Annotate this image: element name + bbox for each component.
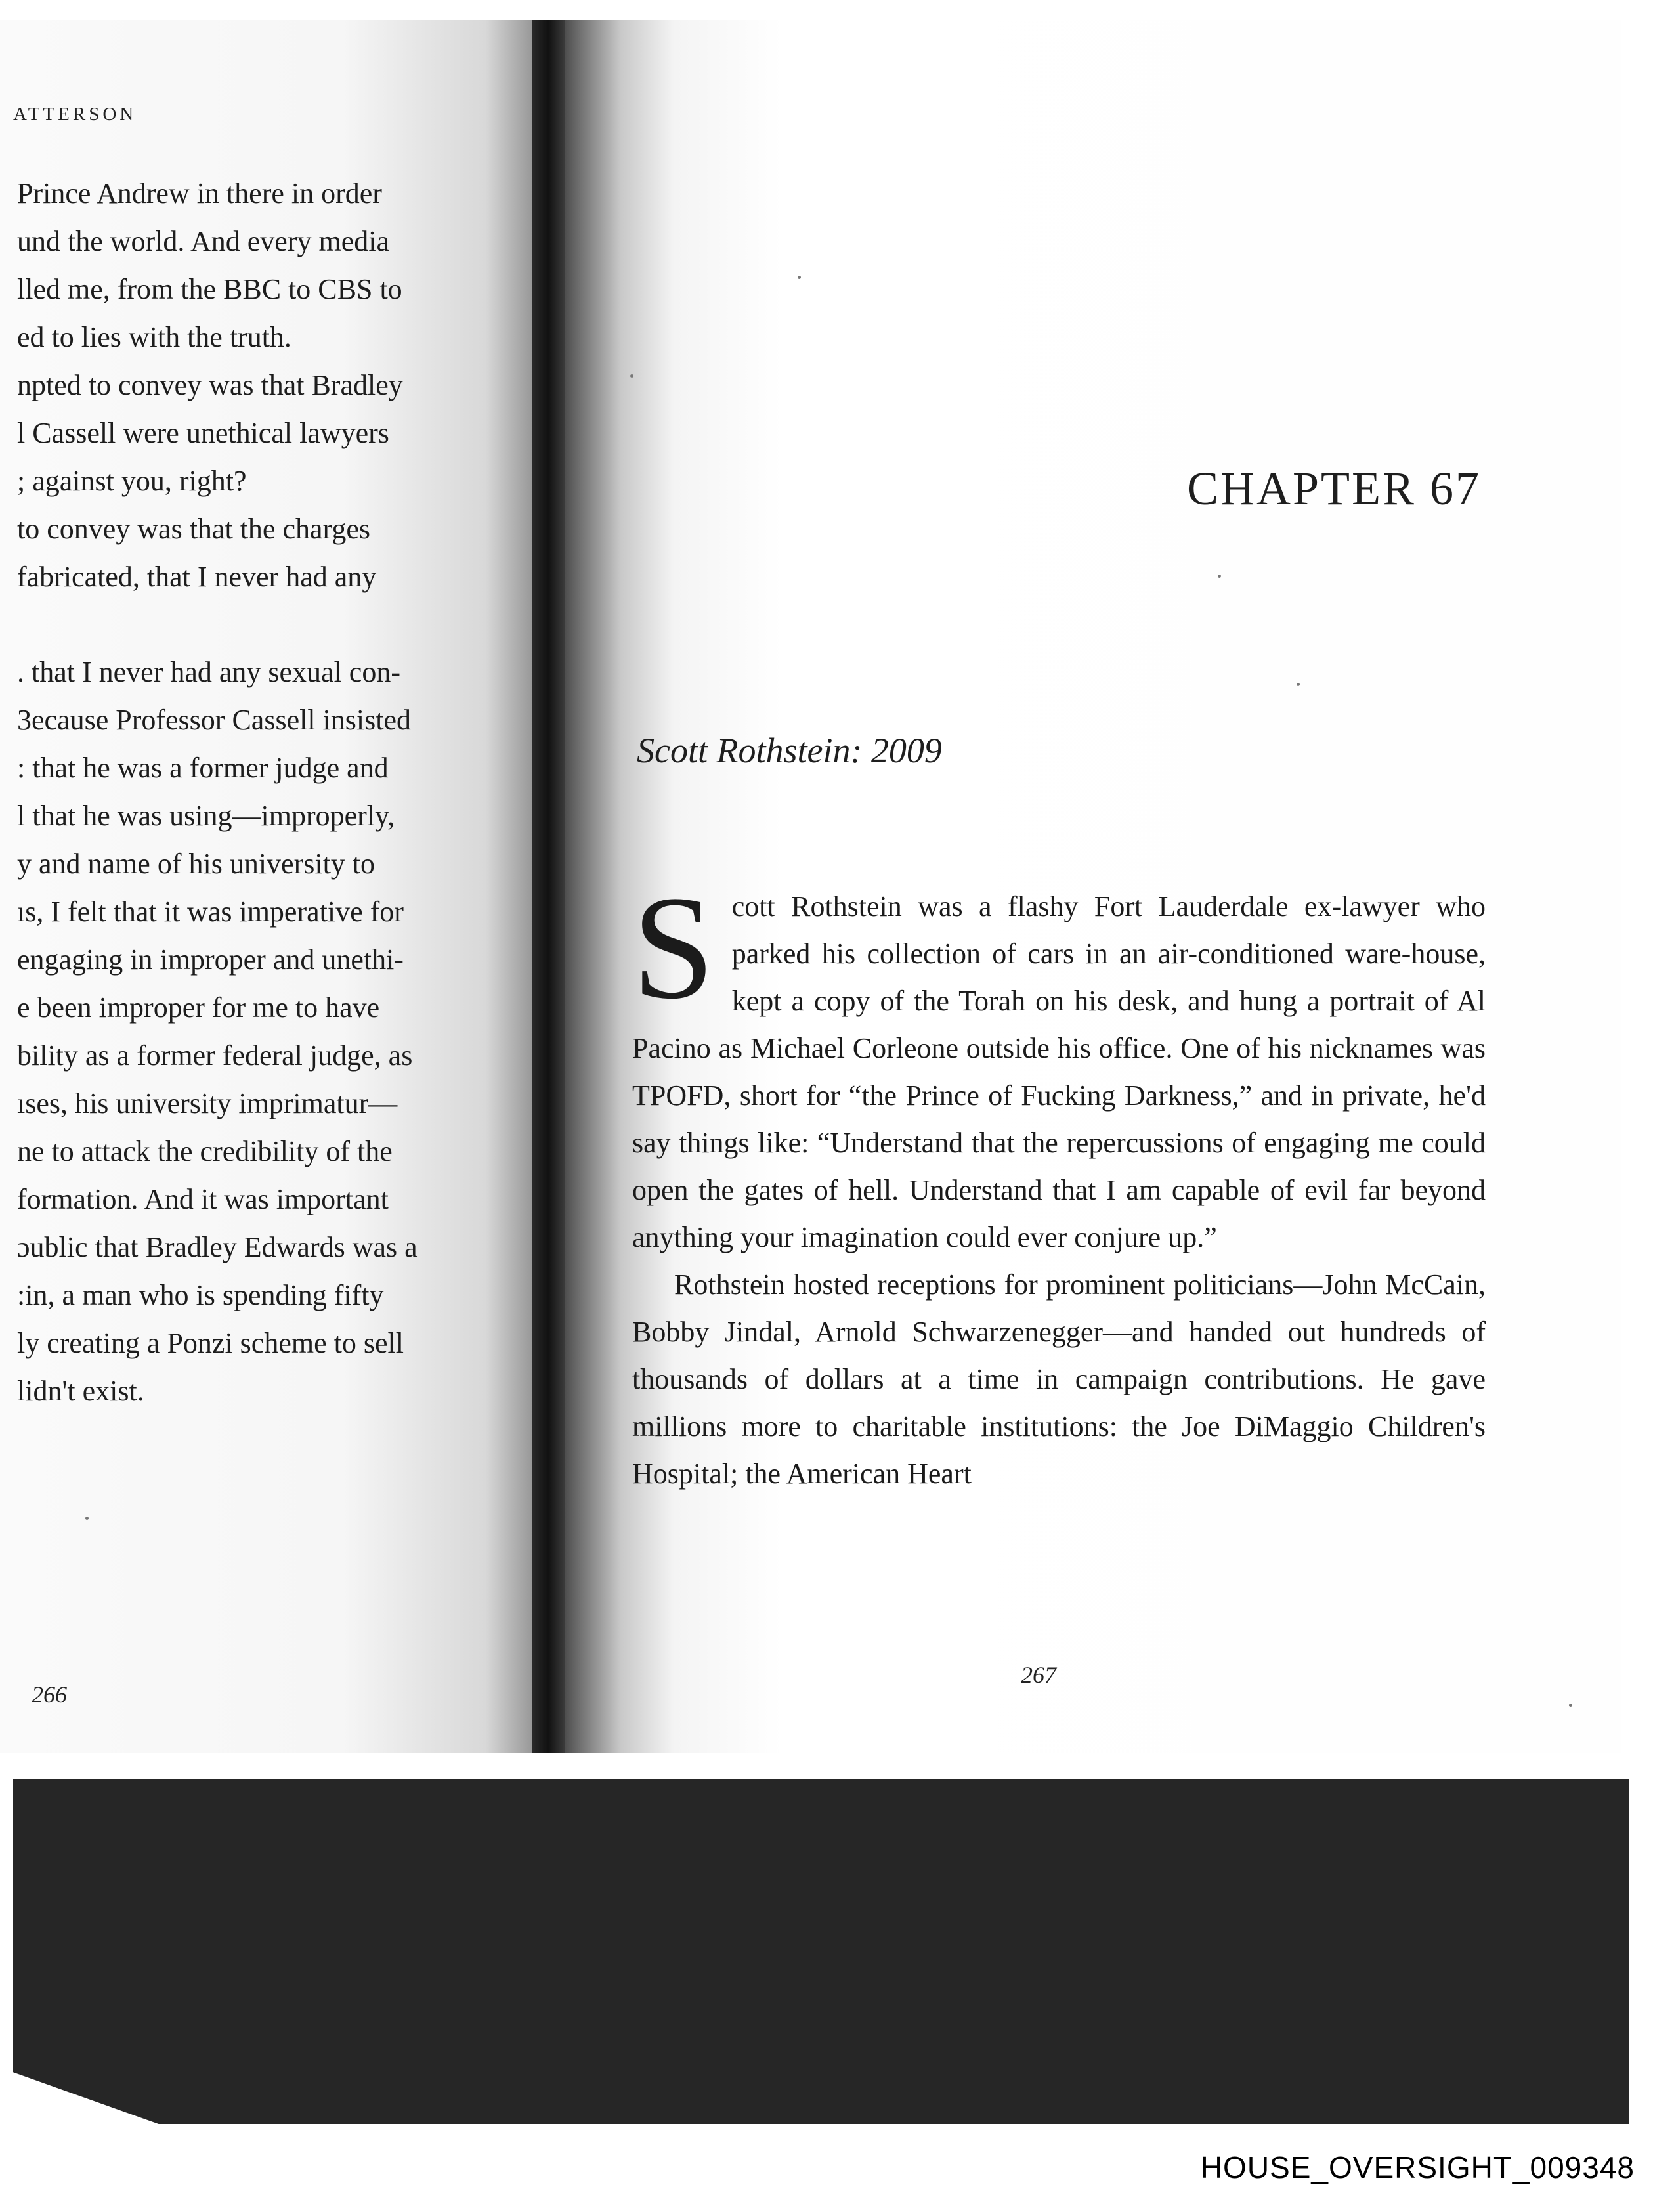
text-line: lled me, from the BBC to CBS to xyxy=(17,273,402,305)
text-line: engaging in improper and unethi- xyxy=(17,943,404,976)
text-line: und the world. And every media xyxy=(17,225,389,257)
text-line: :in, a man who is spending fifty xyxy=(17,1279,384,1311)
paragraph-text: cott Rothstein was a flashy Fort Lauderdale ex-lawyer who parked his collection of cars in an air-conditioned ware-house, kept a copy of the Torah on his desk, and hung a portrait of Al Pacino as Michael Corleone outside his office. One of his nicknames was TPOFD, short for “the Prince of Fucking Darkness,” and in private, he'd say things like: “Understand that the repercussions of engaging me could open the gates of hell. Understand that I am capable of evil far beyond anything your imagination could ever conjure up.” xyxy=(632,890,1486,1253)
text-line: e been improper for me to have xyxy=(17,991,380,1024)
chapter-body xyxy=(632,865,1486,1498)
left-page xyxy=(0,20,571,1753)
text-line: l that he was using—improperly, xyxy=(17,800,395,832)
scan-speck xyxy=(630,374,633,378)
text-line: . that I never had any sexual con- xyxy=(17,656,400,688)
page-number-left: 266 xyxy=(32,1681,67,1708)
text-line: bility as a former federal judge, as xyxy=(17,1039,413,1072)
text-line: 3ecause Professor Cassell insisted xyxy=(17,704,411,736)
text-line: l Cassell were unethical lawyers xyxy=(17,417,389,449)
text-line: ; against you, right? xyxy=(17,465,247,497)
text-line: ne to attack the credibility of the xyxy=(17,1135,393,1167)
text-line: formation. And it was important xyxy=(17,1183,389,1215)
text-line: lidn't exist. xyxy=(17,1375,144,1407)
scan-speck xyxy=(85,1517,89,1520)
text-line: ıses, his university imprimatur— xyxy=(17,1087,398,1119)
text-line: ed to lies with the truth. xyxy=(17,321,291,353)
text-line: y and name of his university to xyxy=(17,848,376,880)
scan-speck xyxy=(1569,1704,1572,1707)
text-line: : that he was a former judge and xyxy=(17,752,389,784)
book-cover-shadow xyxy=(13,1779,1629,2124)
book-gutter xyxy=(532,20,565,1753)
scan-speck xyxy=(798,276,801,279)
scan-speck xyxy=(1218,575,1221,578)
text-line: to convey was that the charges xyxy=(17,513,371,545)
scan-speck xyxy=(1297,683,1300,686)
text-line: fabricated, that I never had any xyxy=(17,561,377,593)
text-line: ıs, I felt that it was imperative for xyxy=(17,896,404,928)
running-head: ATTERSON xyxy=(13,104,137,125)
paragraph xyxy=(632,865,1486,1261)
page-number-right: 267 xyxy=(1021,1662,1056,1688)
paragraph: Rothstein hosted receptions for prominent politicians—John McCain, Bobby Jindal, Arnold Schwarzenegger—and handed out hundreds of thousands of dollars at a time in campaign contributions. He gave millions more to charitable institutions: the Joe DiMaggio Children's Hospital; the American Heart xyxy=(632,1269,1486,1490)
chapter-subtitle: Scott Rothstein: 2009 xyxy=(637,731,942,770)
left-page-text xyxy=(17,169,470,1415)
text-line: Prince Andrew in there in order xyxy=(17,177,382,209)
bates-stamp: HOUSE_OVERSIGHT_009348 xyxy=(1200,2150,1635,2184)
chapter-title: CHAPTER 67 xyxy=(1187,462,1482,515)
text-line: npted to convey was that Bradley xyxy=(17,369,403,401)
text-line: ly creating a Ponzi scheme to sell xyxy=(17,1327,404,1359)
text-line: ɔublic that Bradley Edwards was a xyxy=(17,1231,418,1263)
drop-cap: S xyxy=(632,865,715,1030)
